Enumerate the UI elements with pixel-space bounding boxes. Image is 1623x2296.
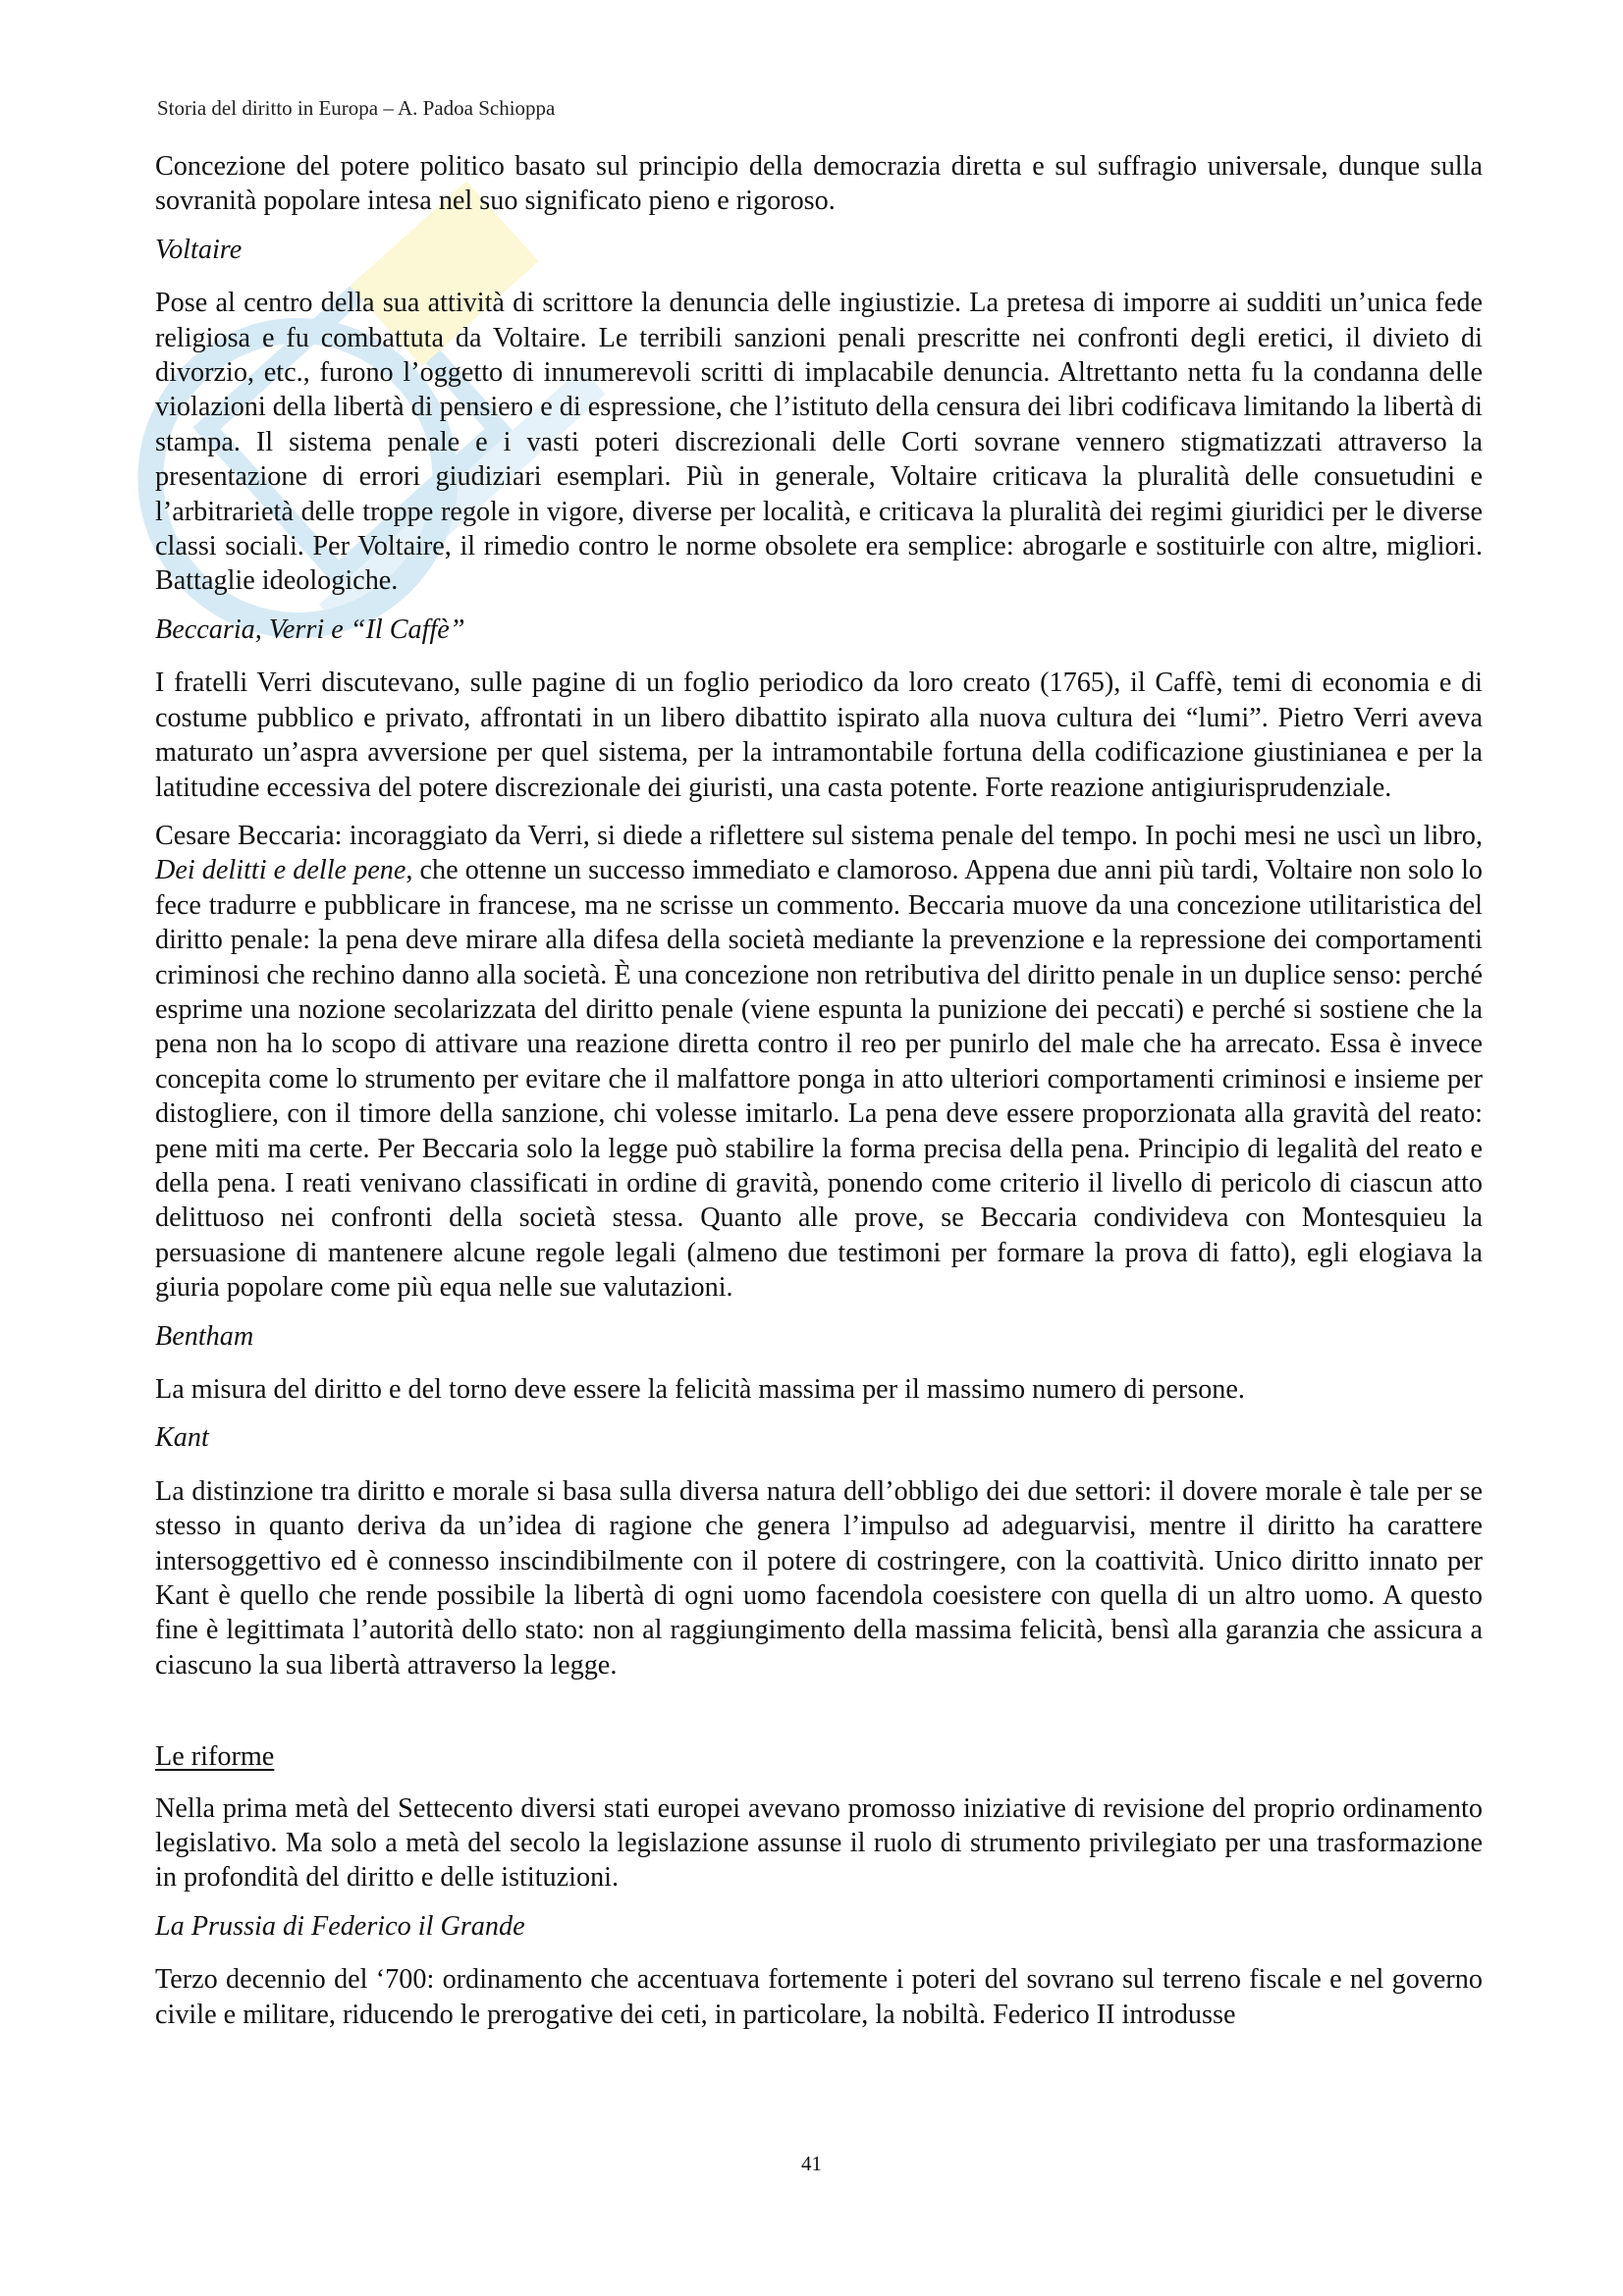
running-header: Storia del diritto in Europa – A. Padoa Schioppa — [157, 96, 556, 120]
book-title: Dei delitti e delle pene — [155, 855, 406, 886]
heading-bentham: Bentham — [155, 1320, 254, 1352]
beccaria-text-start: Cesare Beccaria: incoraggiato da Verri, si diede a riflettere sul sistema penale del tempo. In pochi mesi ne uscì un libro, — [155, 820, 1483, 851]
section-title-riforme: Le riforme — [155, 1741, 275, 1773]
body-text — [155, 149, 1483, 2046]
prussia-paragraph: Terzo decennio del ‘700: ordinamento che accentuava fortemente i poteri del sovrano sul terreno fiscale e nel governo civile e militare, riducendo le prerogative dei ceti, in particolare, la nobiltà. Federico II introdusse — [155, 1964, 1483, 2030]
bentham-paragraph: La misura del diritto e del torno deve essere la felicità massima per il massimo numero di persone. — [155, 1374, 1245, 1405]
heading-kant: Kant — [155, 1422, 209, 1454]
kant-paragraph: La distinzione tra diritto e morale si basa sulla diversa natura dell’obbligo dei due settori: il dovere morale è tale per se stesso in quanto deriva da un’idea di ragione che genera l’impulso ad adeguarvisi, mentre il diritto ha carattere intersoggettivo ed è connesso inscindibilmente con il potere di costringere, con la coattività. Unico diritto innato per Kant è quello che rende possibile la libertà di ogni uomo facendola coesistere con quella di un altro uomo. A questo fine è legittimata l’autorità dello stato: non al raggiungimento della massima felicità, bensì alla garanzia che assicura a ciascuno la sua libertà attraverso la legge. — [155, 1475, 1483, 1681]
intro-paragraph: Concezione del potere politico basato sul principio della democrazia diretta e sul suffragio universale, dunque sulla sovranità popolare intesa nel suo significato pieno e rigoroso. — [155, 151, 1483, 217]
verri-paragraph: I fratelli Verri discutevano, sulle pagine di un foglio periodico da loro creato (1765), il Caffè, temi di economia e di costume pubblico e privato, affrontati in un libero dibattito ispirato alla nuova cultura dei “lumi”. Pietro Verri aveva maturato un’aspra avversione per quel sistema, per la intramontabile fortuna della codificazione giustinianea e per la latitudine eccessiva del potere discrezionale dei giuristi, una casta potente. Forte reazione antigiurisprudenziale. — [155, 667, 1483, 803]
voltaire-paragraph: Pose al centro della sua attività di scrittore la denuncia delle ingiustizie. La pretesa di imporre ai sudditi un’unica fede religiosa e fu combattuta da Voltaire. Le terribili sanzioni penali prescritte nei confronti degli eretici, il divieto di divorzio, etc., furono l’oggetto di innumerevoli scritti di implacabile denuncia. Altrettanto netta fu la condanna delle violazioni della libertà di pensiero e di espressione, che l’istituto della censura dei libri codificava limitando la libertà di stampa. Il sistema penale e i vasti poteri discrezionali delle Corti sovrane vennero stigmatizzati attraverso la presentazione di errori giudiziari esemplari. Più in generale, Voltaire criticava la pluralità delle consuetudini e l’arbitrarietà delle troppe regole in vigore, diverse per località, e criticava la pluralità dei regimi giuridici per le diverse classi sociali. Per Voltaire, il rimedio contro le norme obsolete era semplice: abrogarle e sostituirle con altre, migliori. Battaglie ideologiche. — [155, 288, 1483, 597]
beccaria-paragraph — [155, 819, 1483, 1306]
heading-beccaria-verri: Beccaria, Verri e “Il Caffè” — [155, 614, 465, 645]
heading-prussia: La Prussia di Federico il Grande — [155, 1910, 525, 1942]
riforme-paragraph: Nella prima metà del Settecento diversi stati europei avevano promosso iniziative di revisione del proprio ordinamento legislativo. Ma solo a metà del secolo la legislazione assunse il ruolo di strumento privilegiato per una trasformazione in profondità del diritto e delle istituzioni. — [155, 1792, 1483, 1894]
beccaria-text-rest: , che ottenne un successo immediato e clamoroso. Appena due anni più tardi, Voltaire non solo lo fece tradurre e pubblicare in francese, ma ne scrisse un commento. Beccaria muove da una concezione utilitaristica del diritto penale: la pena deve mirare alla difesa della società mediante la prevenzione e la repressione dei comportamenti criminosi che rechino danno alla società. È una concezione non retributiva del diritto penale in un duplice senso: perché esprime una nozione secolarizzata del diritto penale (viene espunta la punizione dei peccati) e perché si sostiene che la pena non ha lo scopo di attivare una reazione diretta contro il reo per punirlo del male che ha arrecato. Essa è invece concepita come lo strumento per evitare che il malfattore ponga in atto ulteriori comportamenti criminosi e insieme per distogliere, con il timore della sanzione, chi volesse imitarlo. La pena deve essere proporzionata alla gravità del reato: pene miti ma certe. Per Beccaria solo la legge può stabilire la forma precisa della pena. Principio di legalità del reato e della pena. I reati venivano classificati in ordine di gravità, ponendo come criterio il livello di pericolo di ciascun atto delittuoso nei confronti della società stessa. Quanto alle prove, se Beccaria condivideva con Montesquieu la persuasione di mantenere alcune regole legali (almeno due testimoni per formare la prova di fatto), egli elogiava la giuria popolare come più equa nelle sue valutazioni. — [155, 855, 1483, 1304]
heading-voltaire: Voltaire — [155, 234, 243, 265]
page-number: 41 — [801, 2152, 822, 2175]
